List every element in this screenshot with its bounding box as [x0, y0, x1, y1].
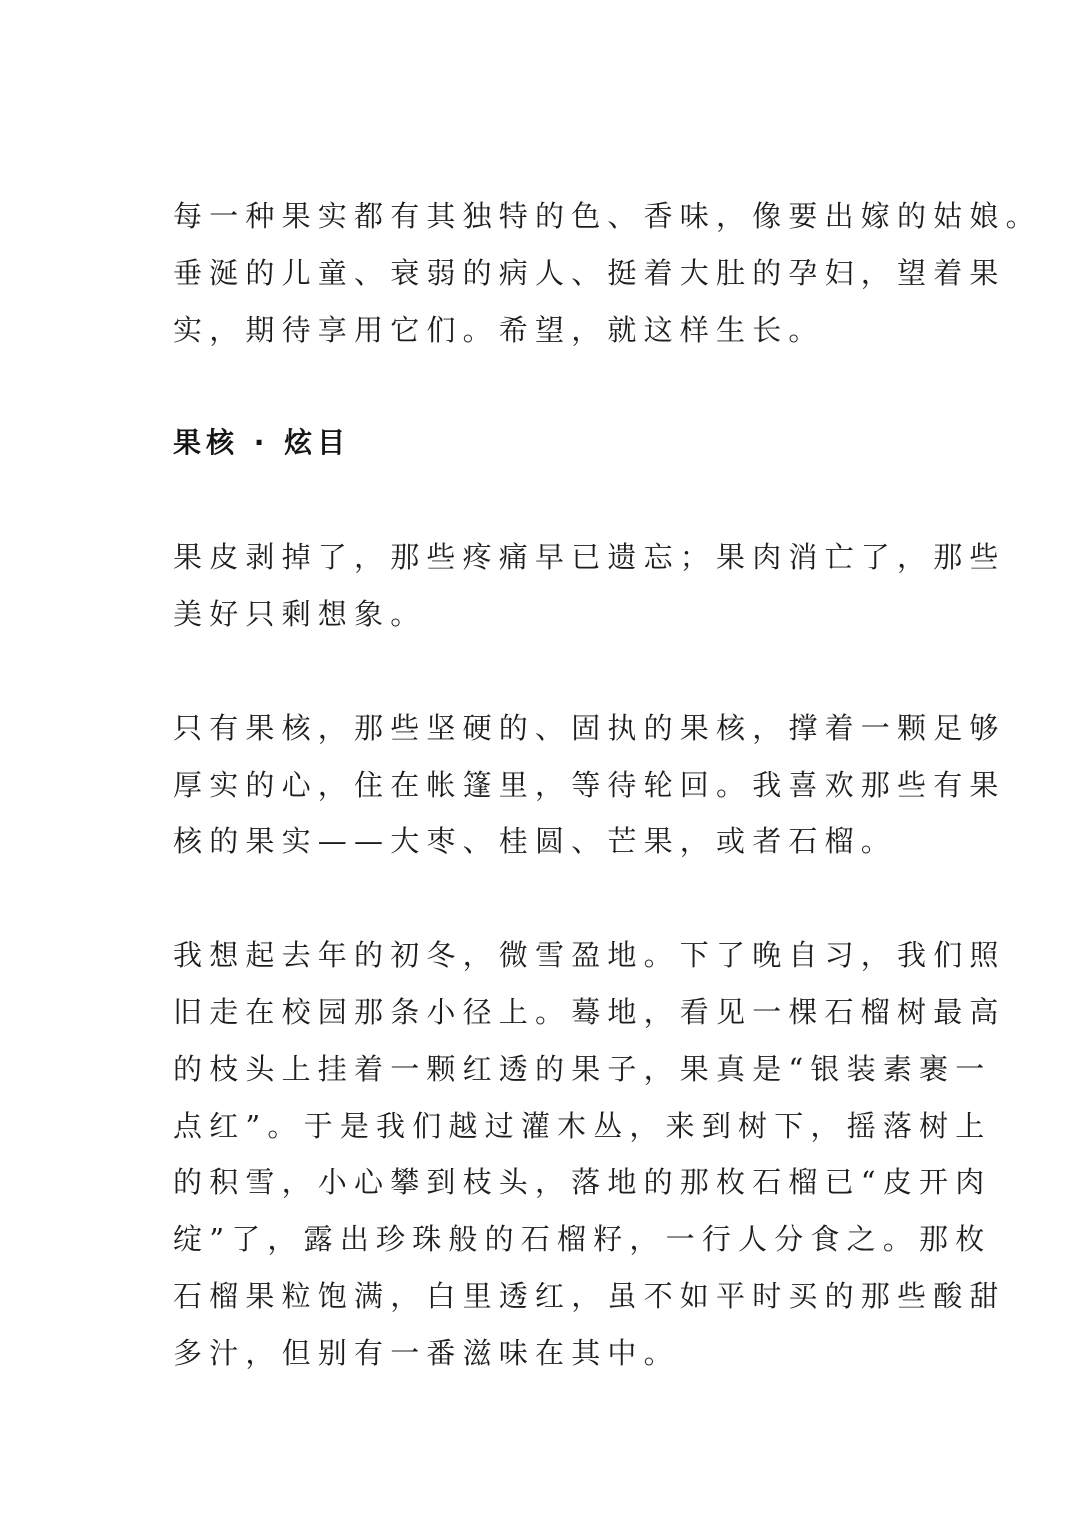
paragraph-3-line-2: 厚实的心，住在帐篷里，等待轮回。我喜欢那些有果 [173, 767, 1006, 802]
section-heading: 果核 · 炫目 [173, 426, 351, 460]
paragraph-2-line-2: 美好只剩想象。 [173, 596, 427, 631]
paragraph-1-line-2: 垂涎的儿童、衰弱的病人、挺着大肚的孕妇，望着果 [173, 255, 1006, 290]
paragraph-3-line-3: 核的果实——大枣、桂圆、芒果，或者石榴。 [173, 824, 898, 859]
paragraph-1-line-1: 每一种果实都有其独特的色、香味，像要出嫁的姑娘。 [173, 199, 1042, 233]
paragraph-4-line-3: 的枝头上挂着一颗红透的果子，果真是“银装素裹一 [173, 1051, 992, 1086]
paragraph-1-line-3: 实，期待享用它们。希望，就这样生长。 [173, 312, 825, 347]
paragraph-4-line-6: 绽”了，露出珍珠般的石榴籽，一行人分食之。那枚 [173, 1222, 992, 1257]
paragraph-4-line-4: 点红”。于是我们越过灌木丛，来到树下，摇落树上 [173, 1108, 992, 1143]
paragraph-2 [173, 529, 1006, 643]
paragraph-spacer [173, 870, 913, 927]
paragraph-spacer [173, 358, 913, 415]
paragraph-4-line-8: 多汁，但别有一番滋味在其中。 [173, 1335, 680, 1370]
paragraph-4-line-1: 我想起去年的初冬，微雪盈地。下了晚自习，我们照 [173, 938, 1006, 973]
paragraph-spacer [173, 643, 913, 700]
paragraph-1 [173, 188, 1042, 358]
paragraph-spacer [173, 472, 913, 529]
paragraph-3 [173, 700, 1006, 870]
paragraph-4 [173, 927, 1006, 1381]
paragraph-2-line-1: 果皮剥掉了，那些疼痛早已遗忘；果肉消亡了，那些 [173, 540, 1006, 575]
paragraph-3-line-1: 只有果核，那些坚硬的、固执的果核，撑着一颗足够 [173, 710, 1006, 745]
article-body [173, 188, 1042, 1382]
paragraph-4-line-7: 石榴果粒饱满，白里透红，虽不如平时买的那些酸甜 [173, 1278, 1006, 1313]
paragraph-4-line-2: 旧走在校园那条小径上。蓦地，看见一棵石榴树最高 [173, 994, 1006, 1029]
paragraph-4-line-5: 的积雪，小心攀到枝头，落地的那枚石榴已“皮开肉 [173, 1165, 992, 1200]
